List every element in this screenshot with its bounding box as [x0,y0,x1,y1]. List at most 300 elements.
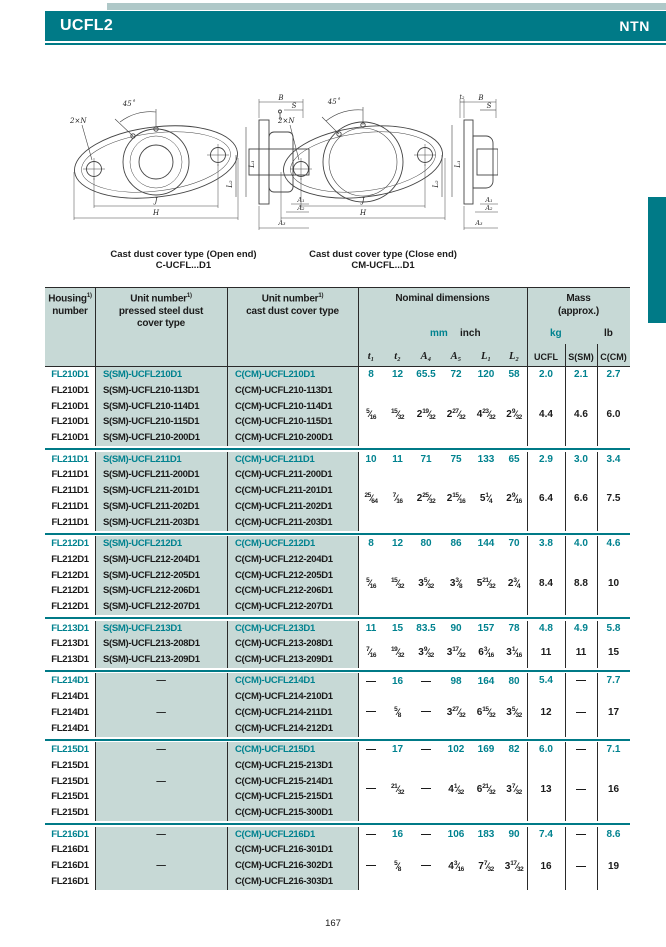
dim-mm-value: 83.5 [416,622,436,634]
mass-column [527,621,565,668]
dim-label-L1: L₁ [454,160,462,168]
column-rule [527,673,528,736]
dim-mm-value: 82 [508,744,520,756]
mass-lb-value: 4.6 [574,408,588,420]
housing-cell: FL211D1 [51,485,89,497]
dim-inch-value: $7^7⁄_{32}$ [478,859,494,873]
unit-steel-cell: S(SM)-UCFL210-114D1 [103,400,200,412]
bolt-count-label: 2×N [278,117,295,125]
cast-column [228,673,357,736]
steel-column [96,827,226,890]
housing-cell: FL215D1 [51,791,89,803]
housing-cell: FL212D1 [51,538,89,549]
dim-inch-value: $^5⁄_8$ [394,706,401,720]
dimensions-area [358,452,527,531]
dim-mm-value: 11 [365,622,377,634]
dim-inch-value: $3^5⁄_{32}$ [506,706,522,720]
dim-inch-value: $^5⁄_8$ [394,859,401,873]
mass-column [597,742,630,821]
mass-area [527,452,630,531]
dimensions-area [358,673,527,736]
caption-line1: Cast dust cover type (Close end) [309,249,457,260]
column-rule [565,621,566,668]
header-text: Housing [48,293,87,305]
dim-mm-value: 80 [420,538,432,550]
column-rule [527,742,528,821]
housing-cell: FL213D1 [51,638,89,650]
dim-mm-value: 75 [450,453,462,465]
unit-cast-cell: C(CM)-UCFL211D1 [235,453,315,465]
dim-inch-value: $6^{15}⁄_{32}$ [476,706,496,720]
dim-inch-value: $2^{25}⁄_{32}$ [416,492,436,506]
inch-values-wrap [358,383,527,446]
unit-steel-cell: — [156,775,166,787]
housing-cell: FL216D1 [51,828,89,840]
mass-lb-value: — [576,860,586,872]
caption-line2: CM-UCFL...D1 [351,260,415,272]
mass-lb-value: 8.8 [574,577,588,589]
mass-column [565,742,597,821]
dim-inch-value: — [421,859,431,871]
unit-cast-cell: C(CM)-UCFL214D1 [235,675,315,687]
inch-values-wrap [358,636,527,668]
unit-cast-cell: C(CM)-UCFL213-209D1 [235,654,333,666]
dim-inch-value: $2^3⁄_4$ [507,576,521,590]
housing-column [45,367,95,446]
dim-mm-value: 183 [477,828,495,840]
mm-values-row [358,536,527,552]
unit-cast-cell: C(CM)-UCFL210-115D1 [235,416,333,428]
mass-lb-value: 12 [540,707,552,719]
column-rule [358,452,359,531]
housing-cell: FL213D1 [51,654,89,666]
column-rule [227,621,228,668]
table-block [45,452,630,531]
mm-values-row [358,827,527,843]
unit-steel-cell: S(SM)-UCFL210-200D1 [103,432,200,444]
caption-line1: Cast dust cover type (Open end) [110,249,257,260]
dim-symbol-l1: L₁ [480,351,492,362]
inch-values-row [358,706,527,719]
mass-column [527,673,565,736]
housing-column [45,536,95,615]
cast-column [228,536,357,615]
dim-inch-value: $3^5⁄_{32}$ [418,576,434,590]
dimensions-area [358,827,527,890]
dim-inch-value: $3^1⁄_{16}$ [506,645,522,659]
steel-column [96,742,226,821]
housing-column [45,827,95,890]
steel-column [96,367,226,446]
unit-steel-cell: — [156,828,166,840]
unit-cast-cell: C(CM)-UCFL215-213D1 [235,759,333,771]
unit-steel-cell: — [156,675,166,687]
mass-kg-value: 5.4 [539,675,553,687]
cast-column [228,367,357,446]
block-separator [45,448,630,450]
inch-values-row [358,783,527,796]
unit-label-mm: mm [430,328,448,339]
mass-kg-value: 4.6 [606,538,621,549]
dim-inch-value: $^{21}⁄_{32}$ [391,782,404,796]
mass-kg-value: 7.4 [539,828,553,840]
dim-inch-value: $3^7⁄_{32}$ [506,782,522,796]
header-text: Mass [566,293,591,304]
mass-kg-value: 3.8 [539,538,553,549]
brand-logo: NTN [619,18,650,34]
bolt-count-label: 2×N [70,117,87,125]
dim-mm-value: 10 [365,453,377,465]
unit-steel-cell: S(SM)-UCFL213D1 [103,622,182,634]
unit-steel-cell: S(SM)-UCFL212-205D1 [103,569,200,581]
mass-kg-value: 4.9 [574,622,588,634]
inch-values-wrap [358,758,527,821]
block-separator [45,823,630,825]
dim-mm-value: 144 [477,538,495,550]
dim-mm-value: — [421,744,431,756]
unit-steel-cell: S(SM)-UCFL213-208D1 [103,638,200,650]
mass-column [565,452,597,531]
dim-inch-value: $3^{17}⁄_{32}$ [504,859,524,873]
mm-values-row [358,673,527,689]
dim-mm-value: 133 [477,453,495,465]
dim-label-A2: A₂ [485,205,493,212]
header-text: pressed steel dust [118,305,204,317]
column-rule [95,827,96,890]
housing-column [45,452,95,531]
header-text: Nominal dimensions [395,293,490,304]
inch-values-row [358,646,527,659]
column-rule [527,367,528,446]
page-number: 167 [325,918,341,929]
mm-values-row [358,367,527,383]
unit-cast-cell: C(CM)-UCFL210D1 [235,369,315,380]
mass-lb-value: 10 [607,577,620,589]
column-rule [527,536,528,615]
unit-cast-cell: C(CM)-UCFL212-204D1 [235,553,333,565]
unit-cast-cell: C(CM)-UCFL216D1 [235,828,315,840]
dim-mm-value: 106 [447,828,465,840]
col-header-housing [45,293,95,318]
unit-cast-cell: C(CM)-UCFL210-113D1 [235,384,333,396]
dim-label-J: J [154,197,158,205]
footnote-sup: 1) [318,293,324,299]
mass-lb-value: — [576,783,586,795]
mass-column [527,367,565,446]
dim-inch-value: $^5⁄_{16}$ [366,407,376,421]
header-text: (approx.) [558,305,599,317]
dim-inch-value: $^{19}⁄_{32}$ [391,645,404,659]
mass-lb-value: — [576,707,586,719]
header-text: Unit number [130,293,187,305]
column-rule [527,452,528,531]
col-header-cast-unit [227,293,358,318]
dim-label-A3: A₃ [278,220,286,227]
dim-inch-value: $6^3⁄_{16}$ [478,645,494,659]
mass-kg-value: — [576,744,586,756]
steel-column [96,621,226,668]
column-rule [358,288,359,366]
dim-label-L1: L₁ [248,160,256,168]
dim-inch-value: $3^3⁄_8$ [449,576,463,590]
mass-lb-value: 6.4 [539,493,553,505]
mass-area [527,367,630,446]
inch-values-wrap [358,689,527,736]
mass-kg-value: 5.8 [606,622,621,634]
dim-mm-value: 17 [391,744,404,756]
dim-label-S: S [291,102,297,110]
unit-steel-cell [96,874,226,890]
unit-steel-cell [96,721,226,737]
mass-lb-value: 17 [607,707,620,719]
unit-steel-cell [96,842,226,858]
unit-cast-cell: C(CM)-UCFL212-207D1 [235,601,333,613]
dim-inch-value: — [366,859,376,871]
column-rule [565,536,566,615]
dim-inch-value: — [421,706,431,718]
column-rule [565,742,566,821]
housing-cell: FL212D1 [51,585,89,597]
unit-cast-cell: C(CM)-UCFL212D1 [235,538,315,549]
housing-cell: FL211D1 [51,516,89,528]
unit-cast-cell: C(CM)-UCFL216-301D1 [235,844,333,856]
mass-column [597,367,630,446]
housing-cell: FL214D1 [51,722,89,734]
dim-mm-value: 157 [477,622,495,634]
inch-values-row [358,408,527,421]
unit-cast-cell: C(CM)-UCFL214-212D1 [235,722,333,734]
unit-steel-cell: S(SM)-UCFL212D1 [103,538,182,549]
mass-kg-value: 2.7 [606,369,621,380]
dim-mm-value: — [421,675,431,687]
table-block [45,742,630,821]
inch-values-wrap [358,552,527,615]
column-rule [358,367,359,446]
cast-column [228,827,357,890]
table-header [45,287,630,367]
mass-area [527,536,630,615]
mm-values-row [358,452,527,468]
dim-inch-value: — [366,782,376,794]
header-text: number [52,305,88,317]
column-rule [227,536,228,615]
mass-column [597,452,630,531]
housing-column [45,621,95,668]
block-separator [45,533,630,535]
column-rule [565,344,566,366]
table-block [45,827,630,890]
dim-label-L2: L₂ [432,180,440,188]
unit-steel-cell: S(SM)-UCFL211D1 [103,453,182,465]
dim-inch-value: — [421,782,431,794]
housing-cell: FL210D1 [51,384,89,396]
dim-label-B: B [478,94,484,102]
unit-label-lb: lb [604,328,613,339]
mass-column [527,827,565,890]
column-rule [95,673,96,736]
dim-mm-value: 71 [420,453,432,465]
column-rule [565,827,566,890]
unit-steel-cell: S(SM)-UCFL213-209D1 [103,654,200,666]
dim-mm-value: 80 [508,675,520,687]
unit-cast-cell: C(CM)-UCFL212-206D1 [235,585,333,597]
column-rule [358,827,359,890]
column-rule [95,452,96,531]
column-rule [227,742,228,821]
dim-mm-value: 98 [450,675,462,687]
column-rule [597,536,598,615]
dim-mm-value: 12 [391,538,404,550]
dim-mm-value: 8 [368,538,374,550]
col-header-dimensions [358,293,527,306]
dim-inch-value: $3^{27}⁄_{32}$ [446,706,466,720]
mass-column [565,536,597,615]
mass-area [527,742,630,821]
unit-steel-cell: S(SM)-UCFL212-206D1 [103,585,200,597]
housing-cell: FL216D1 [51,860,89,872]
column-rule [597,742,598,821]
unit-steel-cell: S(SM)-UCFL210-113D1 [103,384,200,396]
dim-label-J: J [361,197,365,205]
unit-cast-cell: C(CM)-UCFL214-210D1 [235,691,333,703]
unit-cast-cell: C(CM)-UCFL210-114D1 [235,400,333,412]
dim-mm-value: 15 [391,622,404,634]
dim-label-H: H [359,209,367,217]
dim-label-H: H [152,209,160,217]
column-rule [597,367,598,446]
dim-label-B: B [278,94,284,102]
table-block [45,621,630,668]
unit-steel-cell [96,805,226,821]
top-accent-bar [107,3,666,10]
inch-values-wrap [358,842,527,889]
unit-steel-cell [96,689,226,705]
mass-lb-value: 16 [607,783,620,795]
unit-cast-cell: C(CM)-UCFL211-203D1 [235,516,333,528]
dim-mm-value: 58 [508,369,520,381]
column-rule [227,367,228,446]
header-text: cast dust cover type [246,305,339,317]
mass-column [527,452,565,531]
unit-steel-cell: S(SM)-UCFL212-204D1 [103,553,200,565]
dim-mm-value: 12 [391,369,404,381]
mass-col-ccm: C(CM) [600,352,627,362]
unit-cast-cell: C(CM)-UCFL211-200D1 [235,469,333,481]
cast-column [228,742,357,821]
housing-cell: FL211D1 [51,469,89,481]
dim-inch-value: $2^{19}⁄_{32}$ [416,407,436,421]
housing-cell: FL214D1 [51,675,89,687]
unit-steel-cell: S(SM)-UCFL210-115D1 [103,416,200,428]
block-separator [45,670,630,672]
block-separator [45,617,630,619]
mass-lb-value: 6.0 [606,408,621,420]
mass-kg-value: 3.0 [574,453,588,465]
inch-values-row [358,860,527,873]
dim-inch-value: $^5⁄_{16}$ [366,576,376,590]
dim-mm-value: 65.5 [416,369,436,381]
mass-column [527,536,565,615]
mass-column [527,742,565,821]
unit-steel-cell: S(SM)-UCFL211-200D1 [103,469,200,481]
unit-cast-cell: C(CM)-UCFL215-300D1 [235,807,333,819]
column-rule [358,621,359,668]
unit-cast-cell: C(CM)-UCFL215D1 [235,744,315,756]
dim-mm-value: — [366,675,376,687]
dim-inch-value: $4^{23}⁄_{32}$ [476,407,496,421]
mass-column [597,536,630,615]
mass-lb-value: 11 [540,646,552,658]
unit-cast-cell: C(CM)-UCFL214-211D1 [235,706,333,718]
dim-label-L2: L₂ [226,180,234,188]
dim-mm-value: 16 [391,828,404,840]
mass-lb-value: 4.4 [539,408,553,420]
mass-lb-value: 13 [540,783,552,795]
dim-inch-value: $2^9⁄_{32}$ [506,407,522,421]
steel-column [96,536,226,615]
housing-cell: FL214D1 [51,691,89,703]
dim-inch-value: $4^1⁄_{32}$ [448,782,464,796]
diagram-close-end [268,92,498,272]
unit-steel-cell: S(SM)-UCFL210D1 [103,369,182,380]
housing-cell: FL210D1 [51,416,89,428]
unit-cast-cell: C(CM)-UCFL213-208D1 [235,638,333,650]
unit-cast-cell: C(CM)-UCFL215-214D1 [235,775,333,787]
housing-cell: FL214D1 [51,706,89,718]
column-rule [597,621,598,668]
table-block [45,536,630,615]
column-rule [565,673,566,736]
dim-mm-value: — [421,828,431,840]
column-rule [95,742,96,821]
dim-mm-value: 164 [477,675,495,687]
column-rule [597,452,598,531]
table-block [45,367,630,446]
dim-mm-value: 8 [368,369,374,381]
dim-inch-value: — [366,706,376,718]
mass-column [565,367,597,446]
column-rule [95,367,96,446]
housing-cell: FL216D1 [51,844,89,856]
mm-values-row [358,621,527,637]
mass-area [527,621,630,668]
column-rule [227,827,228,890]
housing-cell: FL210D1 [51,369,89,380]
dim-mm-value: 90 [450,622,462,634]
inch-values-wrap [358,467,527,530]
mass-lb-value: 6.6 [574,493,588,505]
header-text: Unit number [261,293,319,305]
housing-cell: FL213D1 [51,622,89,634]
column-rule [527,288,528,366]
housing-cell: FL215D1 [51,775,89,787]
unit-label-inch: inch [460,328,481,339]
page-title: UCFL2 [60,17,114,34]
column-rule [227,452,228,531]
mass-kg-value: 2.0 [539,369,553,380]
column-rule [565,452,566,531]
steel-column [96,673,226,736]
housing-cell: FL212D1 [51,569,89,581]
dim-mm-value: 11 [392,453,403,465]
dim-mm-value: 102 [447,744,465,756]
dim-mm-value: 169 [477,744,495,756]
unit-cast-cell: C(CM)-UCFL213D1 [235,622,315,634]
unit-steel-cell: S(SM)-UCFL212-207D1 [103,601,200,613]
cast-column [228,621,357,668]
footnote-sup: 1) [186,293,192,299]
unit-cast-cell: C(CM)-UCFL212-205D1 [235,569,333,581]
